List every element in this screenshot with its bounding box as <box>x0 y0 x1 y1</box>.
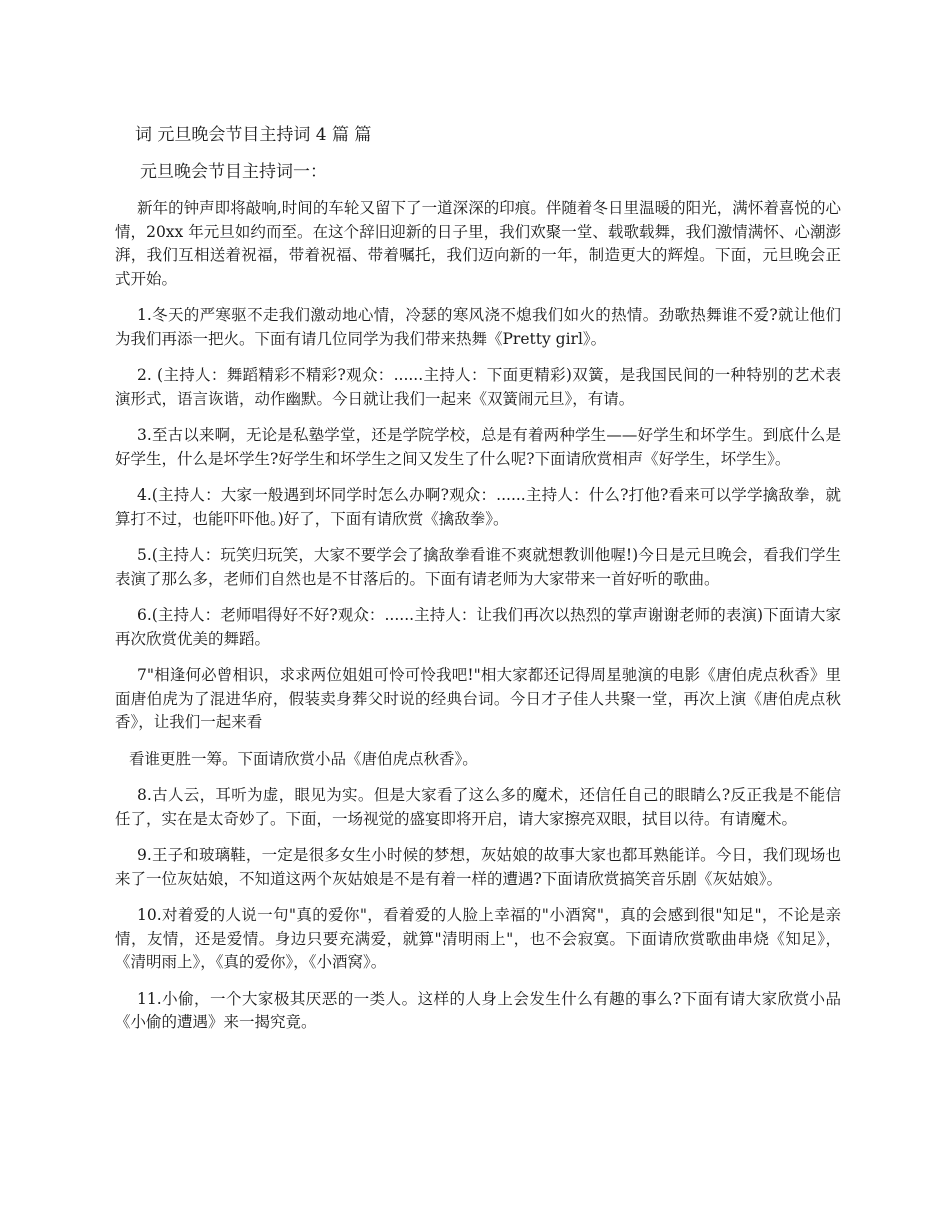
program-item-3: 3.至古以来啊，无论是私塾学堂，还是学院学校，总是有着两种学生——好学生和坏学生。到底什么是好学生，什么是坏学生?好学生和坏学生之间又发生了什么呢?下面请欣赏相声《好学生，坏学生》。 <box>115 426 841 468</box>
program-item-5: 5.(主持人：玩笑归玩笑，大家不要学会了擒敌拳看谁不爽就想教训他喔!)今日是元旦晚会，看我们学生表演了那么多，老师们自然也是不甘落后的。下面有请老师为大家带来一首好听的歌曲。 <box>115 546 841 588</box>
program-item-7-continued: 看谁更胜一筹。下面请欣赏小品《唐伯虎点秋香》。 <box>129 749 478 768</box>
program-item-10: 10.对着爱的人说一句"真的爱你"，看着爱的人脸上幸福的"小酒窝"，真的会感到很"知足"，不论是亲情，友情，还是爱情。身边只要充满爱，就算"清明雨上"，也不会寂寞。下面请欣赏歌曲串烧《知足》，《清明雨上》，《真的爱你》，《小酒窝》。 <box>115 906 841 971</box>
program-item-2: 2. (主持人：舞蹈精彩不精彩?观众：......主持人：下面更精彩)双簧，是我国民间的一种特别的艺术表演形式，语言诙谐，动作幽默。今日就让我们一起来《双簧闹元旦》，有请。 <box>115 366 841 408</box>
program-item-11: 11.小偷，一个大家极其厌恶的一类人。这样的人身上会发生什么有趣的事么?下面有请大家欣赏小品《小偷的遭遇》来一揭究竟。 <box>115 989 841 1031</box>
program-item-9: 9.王子和玻璃鞋，一定是很多女生小时候的梦想，灰姑娘的故事大家也都耳熟能详。今日，我们现场也来了一位灰姑娘，不知道这两个灰姑娘是不是有着一样的遭遇?下面请欣赏搞笑音乐剧《灰姑娘》。 <box>115 846 841 888</box>
document-title: 词 元旦晚会节目主持词 4 篇 篇 <box>135 125 372 145</box>
program-item-6: 6.(主持人：老师唱得好不好?观众：......主持人：让我们再次以热烈的掌声谢谢老师的表演)下面请大家再次欣赏优美的舞蹈。 <box>115 606 841 648</box>
program-item-4: 4.(主持人：大家一般遇到坏同学时怎么办啊?观众：......主持人：什么?打他?看来可以学学擒敌拳，就算打不过，也能吓吓他。)好了，下面有请欣赏《擒敌拳》。 <box>115 486 841 528</box>
program-item-1: 1.冬天的严寒驱不走我们激动地心情，冷瑟的寒风浇不熄我们如火的热情。劲歌热舞谁不爱?就让他们为我们再添一把火。下面有请几位同学为我们带来热舞《Pretty girl》。 <box>115 306 841 348</box>
document-subtitle: 元旦晚会节目主持词一： <box>140 162 327 182</box>
program-item-8: 8.古人云，耳听为虚，眼见为实。但是大家看了这么多的魔术，还信任自己的眼睛么?反正我是不能信任了，实在是太奇妙了。下面，一场视觉的盛宴即将开启，请大家擦亮双眼，拭目以待。有请魔术。 <box>115 786 841 828</box>
program-item-7: 7"相逢何必曾相识，求求两位姐姐可怜可怜我吧!"相大家都还记得周星驰演的电影《唐伯虎点秋香》里面唐伯虎为了混进华府，假装卖身葬父时说的经典台词。今日才子佳人共聚一堂，再次上演《唐伯虎点秋香》，让我们一起来看 <box>115 666 841 731</box>
document-body <box>115 197 841 1048</box>
intro-paragraph: 新年的钟声即将敲响,时间的车轮又留下了一道深深的印痕。伴随着冬日里温暖的阳光，满怀着喜悦的心情，20xx 年元旦如约而至。在这个辞旧迎新的日子里，我们欢聚一堂、载歌载舞，我们激情满怀、心潮澎湃，我们互相送着祝福，带着祝福、带着嘱托，我们迈向新的一年，制造更大的辉煌。下面，元旦晚会正式开始。 <box>115 199 841 288</box>
